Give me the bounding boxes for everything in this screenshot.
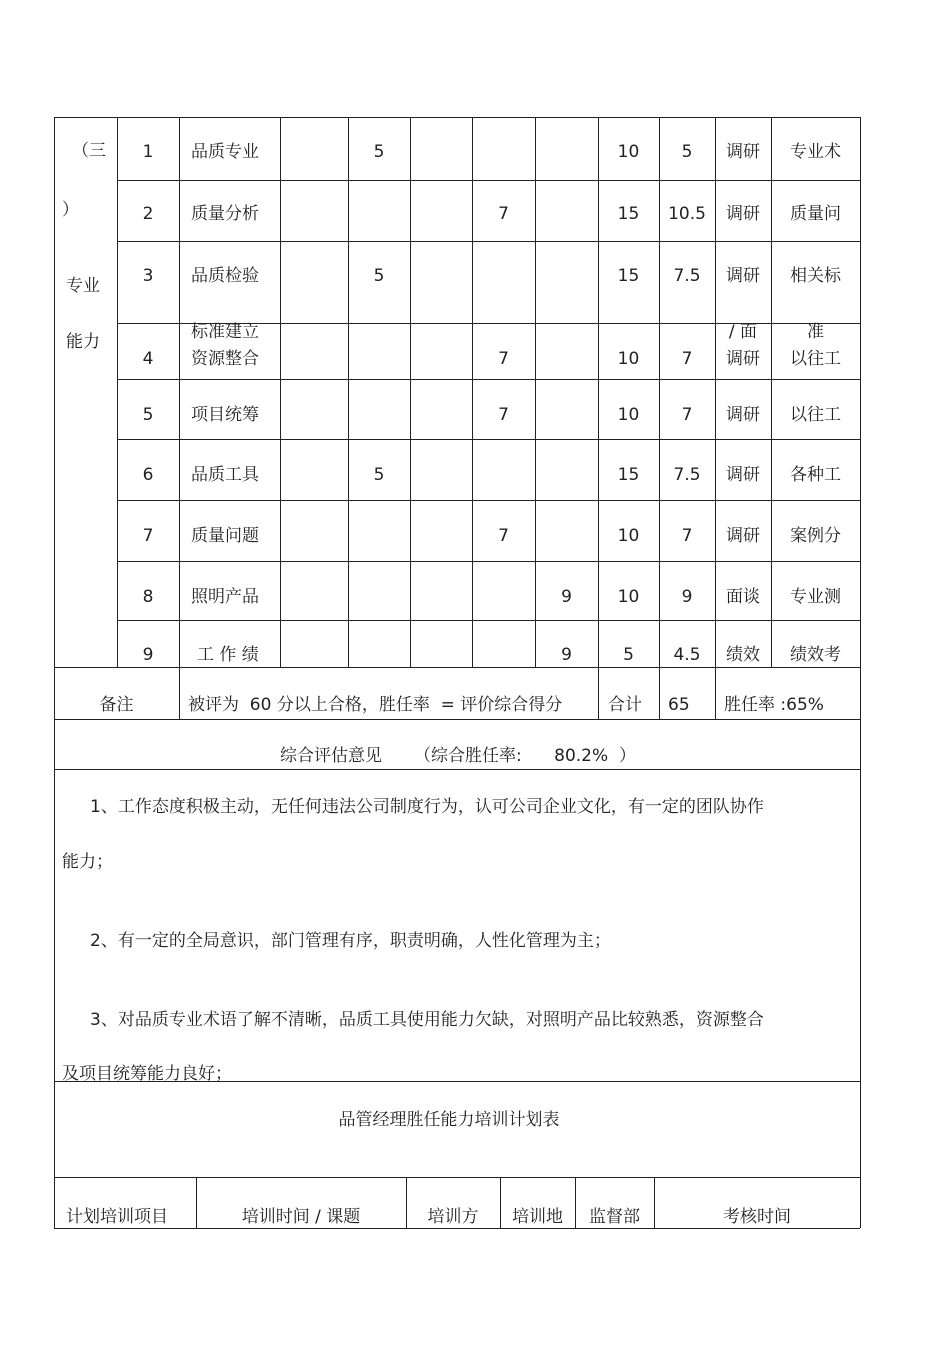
row-number: 1 xyxy=(142,142,154,162)
row-item: 质量问题 xyxy=(191,526,259,546)
col-divider xyxy=(771,117,772,667)
row-score-7: 7 xyxy=(498,405,509,425)
row-divider xyxy=(54,719,860,720)
row-score-7: 7 xyxy=(498,349,509,369)
row-note-top: 准 xyxy=(807,322,824,342)
training-header-supervisor: 监督部 xyxy=(589,1207,640,1227)
row-score: 7 xyxy=(681,526,693,546)
row-divider xyxy=(117,500,860,501)
table-bottom-border xyxy=(54,1228,860,1229)
row-full-score: 5 xyxy=(623,645,634,665)
training-header-trainer: 培训方 xyxy=(427,1207,479,1227)
row-score-7: 7 xyxy=(498,204,509,224)
row-divider xyxy=(117,241,860,242)
row-full-score: 15 xyxy=(617,266,640,286)
row-full-score: 10 xyxy=(617,587,640,607)
row-item: 品质检验 xyxy=(191,266,259,286)
row-method: 调研 xyxy=(726,526,760,546)
row-score: 7 xyxy=(681,349,693,369)
row-note: 专业术 xyxy=(790,142,841,162)
row-divider xyxy=(117,180,860,181)
col-divider xyxy=(472,117,473,667)
row-score-5: 5 xyxy=(373,142,385,162)
section-label-top: （三 xyxy=(72,141,106,161)
row-method: 调研 xyxy=(726,349,760,369)
assessment-title: 综合评估意见 xyxy=(280,746,382,766)
row-divider xyxy=(54,667,860,668)
row-full-score: 10 xyxy=(617,142,640,162)
row-score: 4.5 xyxy=(673,645,701,665)
row-full-score: 15 xyxy=(617,465,640,485)
assessment-point-3-cont: 及项目统筹能力良好； xyxy=(62,1064,232,1084)
table-right-border xyxy=(860,117,861,1228)
row-score: 5 xyxy=(681,142,693,162)
row-score-7: 7 xyxy=(498,526,509,546)
col-divider xyxy=(117,117,118,667)
row-number: 7 xyxy=(142,526,154,546)
table-top-border xyxy=(54,117,860,118)
assessment-point-3: 3、对品质专业术语了解不清晰，品质工具使用能力欠缺，对照明产品比较熟悉，资源整合 xyxy=(90,1010,764,1030)
row-score: 7.5 xyxy=(673,465,701,485)
competency-rate: 胜任率 :65% xyxy=(724,695,824,715)
row-score: 10.5 xyxy=(668,204,706,224)
row-note: 案例分 xyxy=(790,526,841,546)
row-divider xyxy=(117,561,860,562)
total-label: 合计 xyxy=(608,695,642,715)
row-divider xyxy=(117,379,860,380)
row-item: 工 作 绩 xyxy=(197,645,259,665)
row-method: 调研 xyxy=(726,266,760,286)
row-item: 品质专业 xyxy=(191,142,259,162)
row-item: 项目统筹 xyxy=(191,405,259,425)
row-note: 绩效考 xyxy=(790,645,841,665)
row-divider xyxy=(117,439,860,440)
row-number: 4 xyxy=(142,349,154,369)
row-method: 调研 xyxy=(726,465,760,485)
row-note: 各种工 xyxy=(790,465,841,485)
row-divider xyxy=(54,769,860,770)
row-method: 面谈 xyxy=(726,587,760,607)
row-method: 调研 xyxy=(726,204,760,224)
section-label-mid: ） xyxy=(62,200,79,220)
training-plan-title: 品管经理胜任能力培训计划表 xyxy=(338,1110,560,1130)
row-score-9: 9 xyxy=(561,645,572,665)
row-number: 3 xyxy=(142,266,154,286)
col-divider xyxy=(410,117,411,667)
row-note: 以往工 xyxy=(790,405,841,425)
row-full-score: 15 xyxy=(617,204,640,224)
row-number: 8 xyxy=(142,587,154,607)
section-label-b: 能力 xyxy=(66,332,100,352)
row-note: 相关标 xyxy=(790,266,841,286)
remarks-text: 被评为 60 分以上合格，胜任率 = 评价综合得分 xyxy=(188,695,563,715)
row-note: 以往工 xyxy=(790,349,841,369)
row-note: 专业测 xyxy=(790,587,841,607)
assessment-point-2: 2、有一定的全局意识，部门管理有序，职责明确，人性化管理为主； xyxy=(90,931,611,951)
training-header-project: 计划培训项目 xyxy=(66,1207,168,1227)
row-note: 质量问 xyxy=(790,204,841,224)
total-value: 65 xyxy=(668,695,690,715)
row-item: 品质工具 xyxy=(191,465,259,485)
row-divider xyxy=(54,1177,860,1178)
row-number: 6 xyxy=(142,465,154,485)
row-full-score: 10 xyxy=(617,349,640,369)
training-header-location: 培训地 xyxy=(512,1207,563,1227)
col-divider xyxy=(348,117,349,667)
row-item: 资源整合 xyxy=(191,349,259,369)
row-number: 9 xyxy=(142,645,154,665)
row-method: 绩效 xyxy=(726,645,760,665)
row-method: 调研 xyxy=(726,405,760,425)
col-divider xyxy=(179,117,180,719)
row-method: 调研 xyxy=(726,142,760,162)
training-header-time: 培训时间 / 课题 xyxy=(241,1207,361,1227)
row-score: 7 xyxy=(681,405,693,425)
section-label-a: 专业 xyxy=(66,276,100,296)
row-item: 照明产品 xyxy=(191,587,259,607)
training-header-assessment-time: 考核时间 xyxy=(723,1207,791,1227)
row-score: 9 xyxy=(681,587,693,607)
row-item: 质量分析 xyxy=(191,204,259,224)
remarks-label: 备注 xyxy=(99,695,134,715)
row-score-9: 9 xyxy=(561,587,572,607)
row-divider xyxy=(117,620,860,621)
row-full-score: 10 xyxy=(617,526,640,546)
row-number: 5 xyxy=(142,405,154,425)
row-method-top: / 面 xyxy=(728,322,758,342)
assessment-point-1: 1、工作态度积极主动，无任何违法公司制度行为，认可公司企业文化，有一定的团队协作 xyxy=(90,797,764,817)
col-divider xyxy=(280,117,281,667)
row-score: 7.5 xyxy=(673,266,701,286)
row-number: 2 xyxy=(142,204,154,224)
row-score-5: 5 xyxy=(373,465,385,485)
table-left-border xyxy=(54,117,55,1228)
assessment-point-1-cont: 能力； xyxy=(62,852,113,872)
row-full-score: 10 xyxy=(617,405,640,425)
row-score-5: 5 xyxy=(373,266,385,286)
assessment-rate: （综合胜任率: 80.2% ） xyxy=(414,746,636,766)
row-item-top: 标准建立 xyxy=(191,322,259,342)
col-divider xyxy=(535,117,536,667)
